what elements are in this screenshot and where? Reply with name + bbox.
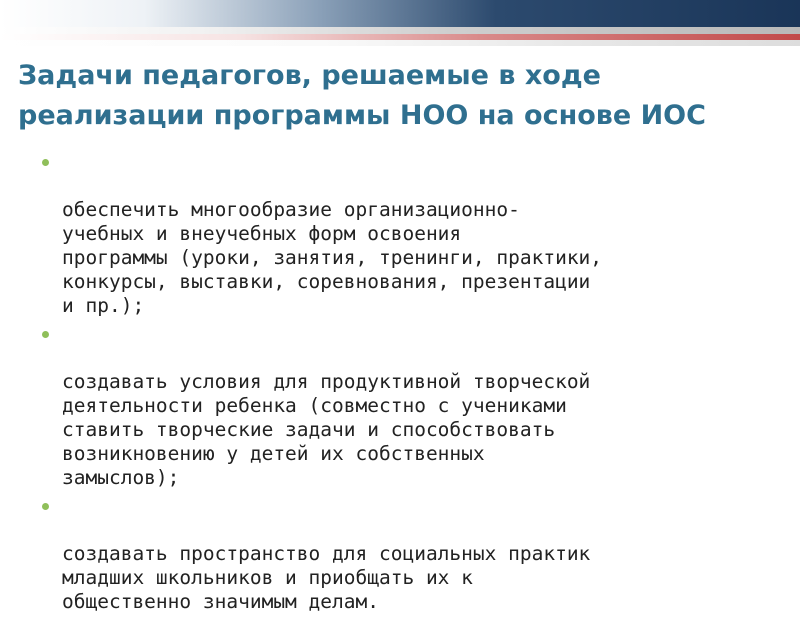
bullet-text: обеспечить многообразие организационно- учебных и внеучебных форм освоения программы (уроки, занятия, тренинги, практики, конкурсы, выставки, соревнования, презентации и пр.);: [62, 198, 603, 317]
bullet-text: создавать пространство для социальных практик младших школьников и приобщать их к общественно значимым делам.: [62, 542, 591, 613]
header-bar-gray: [0, 27, 800, 34]
bullet-item: [40, 150, 730, 318]
slide-title: Задачи педагогов, решаемые в ходе реализации программы НОО на основе ИОС: [18, 60, 706, 131]
bullet-list: [40, 150, 730, 618]
header-bar-navy: [0, 0, 800, 27]
bullet-text: создавать условия для продуктивной творческой деятельности ребенка (совместно с учениками ставить творческие задачи и способствовать возникновению у детей их собственных замыслов);: [62, 370, 591, 489]
bullet-item: [40, 494, 730, 614]
header-bar-light: [0, 40, 800, 46]
bullet-dot-icon: [42, 331, 49, 338]
bullet-item: [40, 322, 730, 490]
bullet-dot-icon: [42, 159, 49, 166]
bullet-dot-icon: [42, 503, 49, 510]
